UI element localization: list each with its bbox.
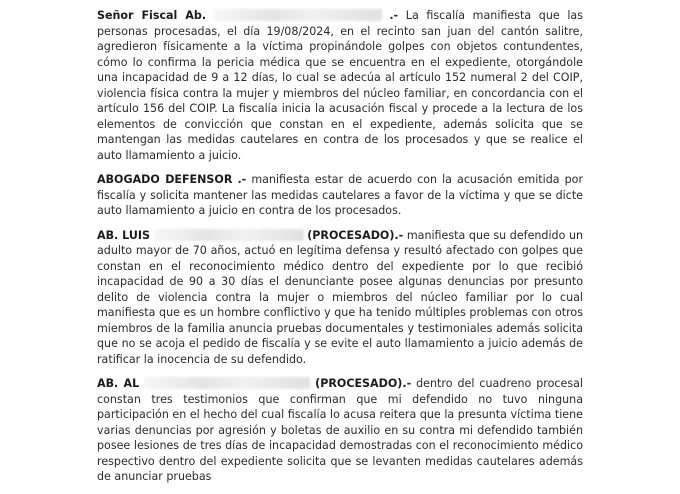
paragraph-procesado-luis (97, 228, 583, 368)
speaker-fiscal: Señor Fiscal Ab. (97, 9, 207, 22)
redacted-name (144, 377, 310, 389)
paragraph-text: manifiesta que su defendido un adulto mayor de 70 años, actuó en legítima defensa y resultó afectado con golpes que constan en el reconocimiento médico dentro del expediente por lo que recibió incapacidad de 90 a 30 días el denunciante posee algunas denuncias por presunto delito de violencia contra la mujer o miembros del núcleo familiar por lo cual manifiesta que es un hombre conflictivo y que ha tenido múltiples problemas con otros miembros de la familia anuncia pruebas documentales y testimoniales además solicita que no se acoja el pedido de fiscalía y se evite el auto llamamiento a juicio además de ratificar la inocencia de su defendido. (97, 228, 584, 366)
separator: - (398, 228, 404, 242)
separator: .- (389, 9, 399, 22)
document-body (97, 8, 583, 494)
paragraph-fiscal (97, 8, 583, 163)
speaker-procesado-luis: AB. LUIS (97, 228, 150, 242)
paragraph-defensor (97, 172, 583, 219)
speaker-role: (PROCESADO). (315, 377, 407, 390)
redacted-name (154, 229, 304, 241)
separator: - (406, 377, 412, 390)
paragraph-procesado-al (97, 376, 583, 485)
paragraph-text: dentro del cuadreno procesal constan tres testimonios que confirman que mi defendido no tuvo ninguna participación en el hecho del cual fiscalía lo acusa reitera que la presunta víctima tiene varias denuncias por agresión y boletas de auxilio en su contra mi defendido también posee lesiones de tres días de incapacidad demostradas con el reconocimiento médico respectivo dentro del expediente solicita que se levanten medidas cautelares además de anunciar pruebas (97, 377, 583, 483)
paragraph-text: manifiesta estar de acuerdo con la acusación emitida por fiscalía y solicita mantener las medidas cautelares a favor de la víctima y que se dicte auto llamamiento a juicio en contra de los procesados. (97, 173, 584, 217)
speaker-procesado-al: AB. AL (97, 377, 140, 390)
speaker-role: (PROCESADO). (307, 228, 399, 242)
separator: .- (237, 173, 247, 186)
redacted-name (214, 9, 382, 21)
speaker-defensor: ABOGADO DEFENSOR (97, 173, 233, 186)
paragraph-text: La fiscalía manifiesta que las personas procesadas, el día 19/08/2024, en el recinto san juan del cantón salitre, agredieron físicamente a la víctima propinándole golpes con objetos contundentes, cómo lo confirma la pericia médica que se encuentra en el expediente, otorgándole una incapacidad de 9 a 12 días, lo cual se adecúa al artículo 152 numeral 2 del COIP, violencia física contra la mujer y miembros del núcleo familiar, en concordancia con el artículo 156 del COIP. La fiscalía inicia la acusación fiscal y procede a la lectura de los elementos de convicción que constan en el expediente, además solicita que se mantengan las medidas cautelares en contra de los procesados y que se realice el auto llamamiento a juicio. (97, 9, 583, 162)
